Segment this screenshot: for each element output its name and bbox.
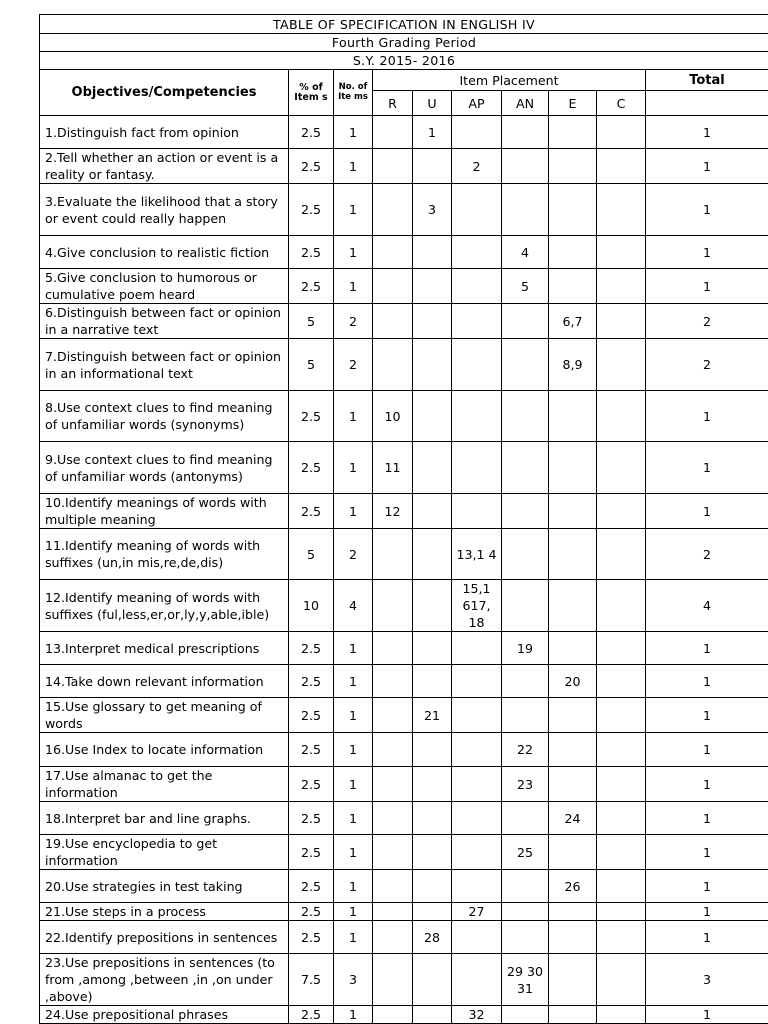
- placement-c-cell: [597, 733, 646, 767]
- table-row: [40, 1006, 768, 1024]
- percent-cell: 2.5: [289, 835, 334, 870]
- placement-an-cell: [502, 494, 549, 529]
- placement-c-cell: [597, 1006, 646, 1024]
- placement-an-cell: [502, 442, 549, 494]
- placement-e-cell: [549, 442, 597, 494]
- total-cell: 1: [646, 184, 768, 236]
- placement-u-cell: [413, 665, 452, 698]
- placement-e-cell: 8,9: [549, 339, 597, 391]
- total-cell: 3: [646, 954, 768, 1006]
- items-count-cell: 1: [334, 921, 373, 954]
- percent-cell: 2.5: [289, 870, 334, 903]
- objective-cell: 10.Identify meanings of words with multiple meaning: [40, 494, 289, 529]
- percent-cell: 7.5: [289, 954, 334, 1006]
- placement-ap-cell: [452, 767, 502, 802]
- table-row: [40, 580, 768, 632]
- placement-r-cell: [373, 954, 413, 1006]
- placement-c-cell: [597, 767, 646, 802]
- percent-cell: 2.5: [289, 733, 334, 767]
- placement-an-cell: 4: [502, 236, 549, 269]
- table-row: [40, 665, 768, 698]
- placement-ap-cell: [452, 304, 502, 339]
- placement-r-cell: [373, 236, 413, 269]
- items-count-cell: 1: [334, 802, 373, 835]
- placement-u-cell: [413, 632, 452, 665]
- objectives-header: Objectives/Competencies: [40, 70, 289, 116]
- items-count-cell: 1: [334, 903, 373, 921]
- table-row: [40, 339, 768, 391]
- placement-r-cell: 10: [373, 391, 413, 442]
- objective-cell: 9.Use context clues to find meaning of unfamiliar words (antonyms): [40, 442, 289, 494]
- objective-cell: 6.Distinguish between fact or opinion in a narrative text: [40, 304, 289, 339]
- placement-e-cell: [549, 184, 597, 236]
- percent-cell: 10: [289, 580, 334, 632]
- objective-cell: 4.Give conclusion to realistic fiction: [40, 236, 289, 269]
- total-cell: 1: [646, 665, 768, 698]
- placement-c-cell: [597, 665, 646, 698]
- placement-u-cell: 3: [413, 184, 452, 236]
- percent-cell: 2.5: [289, 632, 334, 665]
- objective-cell: 24.Use prepositional phrases: [40, 1006, 289, 1024]
- placement-r-cell: [373, 116, 413, 149]
- placement-an-cell: [502, 391, 549, 442]
- placement-u-cell: [413, 494, 452, 529]
- placement-an-cell: [502, 921, 549, 954]
- objective-cell: 3.Evaluate the likelihood that a story or event could really happen: [40, 184, 289, 236]
- items-count-cell: 1: [334, 149, 373, 184]
- table-row: [40, 236, 768, 269]
- placement-an-cell: [502, 698, 549, 733]
- percent-cell: 5: [289, 339, 334, 391]
- placement-u-cell: [413, 442, 452, 494]
- items-count-cell: 1: [334, 665, 373, 698]
- placement-r-cell: [373, 269, 413, 304]
- total-subheader: [646, 91, 768, 116]
- total-header: Total: [646, 70, 768, 91]
- items-count-cell: 1: [334, 733, 373, 767]
- level-ap-header: AP: [452, 91, 502, 116]
- header-row-1: [40, 70, 768, 91]
- placement-ap-cell: [452, 339, 502, 391]
- placement-ap-cell: [452, 802, 502, 835]
- placement-r-cell: [373, 767, 413, 802]
- number-header: No. of Ite ms: [334, 70, 373, 116]
- placement-e-cell: [549, 954, 597, 1006]
- objective-cell: 21.Use steps in a process: [40, 903, 289, 921]
- placement-u-cell: [413, 870, 452, 903]
- items-count-cell: 1: [334, 698, 373, 733]
- placement-e-cell: [549, 632, 597, 665]
- objective-cell: 17.Use almanac to get the information: [40, 767, 289, 802]
- placement-r-cell: [373, 665, 413, 698]
- placement-e-cell: 20: [549, 665, 597, 698]
- placement-an-cell: [502, 580, 549, 632]
- objective-cell: 19.Use encyclopedia to get information: [40, 835, 289, 870]
- table-row: [40, 304, 768, 339]
- placement-r-cell: [373, 149, 413, 184]
- placement-e-cell: [549, 733, 597, 767]
- table-row: [40, 698, 768, 733]
- title-row: [40, 15, 768, 34]
- placement-an-cell: [502, 149, 549, 184]
- placement-c-cell: [597, 494, 646, 529]
- total-cell: 1: [646, 149, 768, 184]
- percent-cell: 2.5: [289, 494, 334, 529]
- percent-cell: 2.5: [289, 184, 334, 236]
- total-cell: 1: [646, 236, 768, 269]
- placement-an-cell: [502, 529, 549, 580]
- objective-cell: 15.Use glossary to get meaning of words: [40, 698, 289, 733]
- placement-e-cell: 26: [549, 870, 597, 903]
- total-cell: 1: [646, 733, 768, 767]
- items-count-cell: 1: [334, 236, 373, 269]
- items-count-cell: 1: [334, 116, 373, 149]
- placement-ap-cell: 13,1 4: [452, 529, 502, 580]
- placement-e-cell: [549, 529, 597, 580]
- percent-cell: 2.5: [289, 442, 334, 494]
- placement-ap-cell: 2: [452, 149, 502, 184]
- percent-cell: 2.5: [289, 665, 334, 698]
- objective-cell: 1.Distinguish fact from opinion: [40, 116, 289, 149]
- placement-an-cell: [502, 339, 549, 391]
- placement-an-cell: [502, 903, 549, 921]
- placement-an-cell: 25: [502, 835, 549, 870]
- placement-ap-cell: [452, 269, 502, 304]
- placement-u-cell: [413, 1006, 452, 1024]
- placement-ap-cell: [452, 870, 502, 903]
- placement-r-cell: [373, 632, 413, 665]
- placement-an-cell: [502, 665, 549, 698]
- school-year-row: [40, 52, 768, 70]
- placement-c-cell: [597, 529, 646, 580]
- total-cell: 2: [646, 339, 768, 391]
- total-cell: 1: [646, 903, 768, 921]
- placement-r-cell: [373, 903, 413, 921]
- placement-e-cell: [549, 391, 597, 442]
- items-count-cell: 2: [334, 304, 373, 339]
- placement-r-cell: [373, 339, 413, 391]
- level-e-header: E: [549, 91, 597, 116]
- percent-cell: 2.5: [289, 236, 334, 269]
- placement-e-cell: [549, 269, 597, 304]
- placement-e-cell: [549, 1006, 597, 1024]
- placement-e-cell: [549, 835, 597, 870]
- total-cell: 1: [646, 870, 768, 903]
- table-row: [40, 870, 768, 903]
- placement-e-cell: [549, 236, 597, 269]
- placement-ap-cell: [452, 835, 502, 870]
- level-u-header: U: [413, 91, 452, 116]
- placement-c-cell: [597, 391, 646, 442]
- placement-r-cell: [373, 580, 413, 632]
- table-row: [40, 269, 768, 304]
- placement-u-cell: [413, 903, 452, 921]
- total-cell: 1: [646, 767, 768, 802]
- placement-e-cell: [549, 903, 597, 921]
- table-row: [40, 116, 768, 149]
- placement-c-cell: [597, 442, 646, 494]
- placement-c-cell: [597, 269, 646, 304]
- table-row: [40, 954, 768, 1006]
- objective-cell: 22.Identify prepositions in sentences: [40, 921, 289, 954]
- placement-u-cell: [413, 954, 452, 1006]
- table-title: TABLE OF SPECIFICATION IN ENGLISH IV: [40, 15, 768, 34]
- objective-cell: 20.Use strategies in test taking: [40, 870, 289, 903]
- placement-ap-cell: [452, 632, 502, 665]
- placement-ap-cell: [452, 733, 502, 767]
- placement-ap-cell: [452, 442, 502, 494]
- placement-c-cell: [597, 802, 646, 835]
- placement-u-cell: [413, 236, 452, 269]
- percent-header: % of Item s: [289, 70, 334, 116]
- percent-cell: 2.5: [289, 698, 334, 733]
- period-row: [40, 34, 768, 52]
- placement-e-cell: [549, 767, 597, 802]
- table-row: [40, 733, 768, 767]
- placement-c-cell: [597, 835, 646, 870]
- placement-e-cell: [549, 116, 597, 149]
- objective-cell: 7.Distinguish between fact or opinion in an informational text: [40, 339, 289, 391]
- items-count-cell: 1: [334, 494, 373, 529]
- placement-c-cell: [597, 580, 646, 632]
- total-cell: 1: [646, 921, 768, 954]
- placement-u-cell: [413, 149, 452, 184]
- placement-u-cell: [413, 269, 452, 304]
- items-count-cell: 3: [334, 954, 373, 1006]
- placement-r-cell: [373, 184, 413, 236]
- placement-an-cell: 5: [502, 269, 549, 304]
- total-cell: 4: [646, 580, 768, 632]
- table-row: [40, 494, 768, 529]
- placement-an-cell: [502, 802, 549, 835]
- placement-r-cell: [373, 1006, 413, 1024]
- table-row: [40, 149, 768, 184]
- placement-an-cell: [502, 304, 549, 339]
- placement-r-cell: 12: [373, 494, 413, 529]
- placement-u-cell: [413, 835, 452, 870]
- percent-cell: 2.5: [289, 1006, 334, 1024]
- items-count-cell: 2: [334, 339, 373, 391]
- placement-c-cell: [597, 304, 646, 339]
- level-c-header: C: [597, 91, 646, 116]
- objective-cell: 14.Take down relevant information: [40, 665, 289, 698]
- total-cell: 1: [646, 116, 768, 149]
- placement-u-cell: [413, 391, 452, 442]
- placement-e-cell: [549, 698, 597, 733]
- placement-r-cell: [373, 921, 413, 954]
- placement-e-cell: 6,7: [549, 304, 597, 339]
- placement-r-cell: [373, 802, 413, 835]
- placement-r-cell: [373, 870, 413, 903]
- items-count-cell: 4: [334, 580, 373, 632]
- placement-e-cell: 24: [549, 802, 597, 835]
- placement-r-cell: 11: [373, 442, 413, 494]
- placement-an-cell: [502, 184, 549, 236]
- percent-cell: 2.5: [289, 269, 334, 304]
- items-count-cell: 2: [334, 529, 373, 580]
- table-row: [40, 921, 768, 954]
- placement-ap-cell: [452, 184, 502, 236]
- placement-ap-cell: [452, 236, 502, 269]
- total-cell: 1: [646, 391, 768, 442]
- placement-u-cell: 28: [413, 921, 452, 954]
- table-row: [40, 391, 768, 442]
- placement-u-cell: [413, 580, 452, 632]
- total-cell: 1: [646, 835, 768, 870]
- placement-ap-cell: [452, 698, 502, 733]
- placement-u-cell: [413, 802, 452, 835]
- table-row: [40, 442, 768, 494]
- objective-cell: 23.Use prepositions in sentences (to from ,among ,between ,in ,on under ,above): [40, 954, 289, 1006]
- placement-c-cell: [597, 870, 646, 903]
- objective-cell: 2.Tell whether an action or event is a reality or fantasy.: [40, 149, 289, 184]
- table-row: [40, 802, 768, 835]
- placement-an-cell: [502, 870, 549, 903]
- percent-cell: 5: [289, 304, 334, 339]
- items-count-cell: 1: [334, 442, 373, 494]
- level-an-header: AN: [502, 91, 549, 116]
- table-row: [40, 529, 768, 580]
- percent-cell: 2.5: [289, 767, 334, 802]
- placement-an-cell: 29 30 31: [502, 954, 549, 1006]
- placement-ap-cell: [452, 391, 502, 442]
- objective-cell: 18.Interpret bar and line graphs.: [40, 802, 289, 835]
- total-cell: 1: [646, 1006, 768, 1024]
- placement-e-cell: [549, 580, 597, 632]
- table-row: [40, 184, 768, 236]
- total-cell: 1: [646, 442, 768, 494]
- objective-cell: 11.Identify meaning of words with suffixes (un,in mis,re,de,dis): [40, 529, 289, 580]
- placement-r-cell: [373, 835, 413, 870]
- total-cell: 2: [646, 304, 768, 339]
- objective-cell: 13.Interpret medical prescriptions: [40, 632, 289, 665]
- placement-c-cell: [597, 184, 646, 236]
- table-row: [40, 835, 768, 870]
- placement-an-cell: 19: [502, 632, 549, 665]
- placement-u-cell: [413, 733, 452, 767]
- level-r-header: R: [373, 91, 413, 116]
- placement-e-cell: [549, 921, 597, 954]
- placement-c-cell: [597, 236, 646, 269]
- placement-u-cell: 21: [413, 698, 452, 733]
- placement-c-cell: [597, 698, 646, 733]
- items-count-cell: 1: [334, 184, 373, 236]
- table-row: [40, 632, 768, 665]
- placement-ap-cell: 27: [452, 903, 502, 921]
- table-row: [40, 767, 768, 802]
- items-count-cell: 1: [334, 1006, 373, 1024]
- placement-ap-cell: [452, 116, 502, 149]
- percent-cell: 2.5: [289, 391, 334, 442]
- placement-an-cell: [502, 1006, 549, 1024]
- items-count-cell: 1: [334, 632, 373, 665]
- placement-ap-cell: [452, 665, 502, 698]
- total-cell: 1: [646, 802, 768, 835]
- placement-ap-cell: [452, 494, 502, 529]
- objective-cell: 12.Identify meaning of words with suffixes (ful,less,er,or,ly,y,able,ible): [40, 580, 289, 632]
- placement-r-cell: [373, 733, 413, 767]
- items-count-cell: 1: [334, 767, 373, 802]
- placement-u-cell: 1: [413, 116, 452, 149]
- placement-c-cell: [597, 632, 646, 665]
- placement-c-cell: [597, 339, 646, 391]
- placement-ap-cell: [452, 921, 502, 954]
- total-cell: 1: [646, 494, 768, 529]
- placement-c-cell: [597, 921, 646, 954]
- placement-c-cell: [597, 116, 646, 149]
- total-cell: 1: [646, 698, 768, 733]
- specification-table: [39, 14, 768, 1024]
- items-count-cell: 1: [334, 835, 373, 870]
- placement-u-cell: [413, 529, 452, 580]
- placement-r-cell: [373, 304, 413, 339]
- placement-an-cell: 22: [502, 733, 549, 767]
- school-year: S.Y. 2015- 2016: [40, 52, 768, 70]
- total-cell: 1: [646, 632, 768, 665]
- percent-cell: 5: [289, 529, 334, 580]
- objective-cell: 8.Use context clues to find meaning of unfamiliar words (synonyms): [40, 391, 289, 442]
- placement-c-cell: [597, 149, 646, 184]
- total-cell: 2: [646, 529, 768, 580]
- placement-c-cell: [597, 954, 646, 1006]
- objective-cell: 5.Give conclusion to humorous or cumulative poem heard: [40, 269, 289, 304]
- placement-r-cell: [373, 529, 413, 580]
- objective-cell: 16.Use Index to locate information: [40, 733, 289, 767]
- placement-ap-cell: 15,1 617, 18: [452, 580, 502, 632]
- total-cell: 1: [646, 269, 768, 304]
- placement-an-cell: [502, 116, 549, 149]
- percent-cell: 2.5: [289, 149, 334, 184]
- items-count-cell: 1: [334, 269, 373, 304]
- percent-cell: 2.5: [289, 903, 334, 921]
- placement-c-cell: [597, 903, 646, 921]
- items-count-cell: 1: [334, 870, 373, 903]
- placement-u-cell: [413, 304, 452, 339]
- percent-cell: 2.5: [289, 802, 334, 835]
- placement-u-cell: [413, 767, 452, 802]
- placement-u-cell: [413, 339, 452, 391]
- placement-an-cell: 23: [502, 767, 549, 802]
- percent-cell: 2.5: [289, 921, 334, 954]
- placement-e-cell: [549, 494, 597, 529]
- item-placement-header: Item Placement: [373, 70, 646, 91]
- placement-ap-cell: 32: [452, 1006, 502, 1024]
- placement-e-cell: [549, 149, 597, 184]
- percent-cell: 2.5: [289, 116, 334, 149]
- table-row: [40, 903, 768, 921]
- placement-r-cell: [373, 698, 413, 733]
- items-count-cell: 1: [334, 391, 373, 442]
- placement-ap-cell: [452, 954, 502, 1006]
- grading-period: Fourth Grading Period: [40, 34, 768, 52]
